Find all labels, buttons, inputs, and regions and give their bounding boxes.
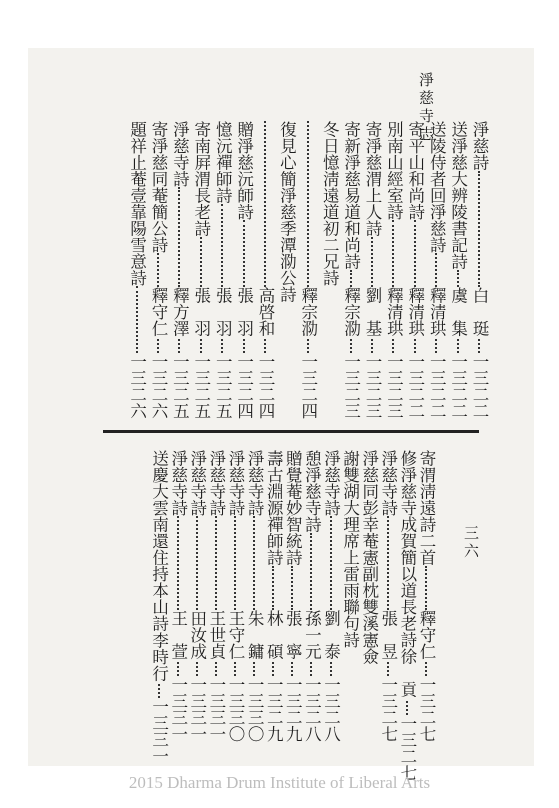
leader-dots [178, 187, 180, 287]
entry-page: 一三三〇 [226, 676, 245, 742]
entry-page: 一三二八 [302, 676, 322, 742]
entry-page: 一三二二 [405, 353, 425, 419]
leader-dots [414, 220, 416, 287]
leader-dots [425, 566, 427, 610]
entry-author: 釋守仁 [417, 609, 436, 659]
toc-entry [283, 450, 301, 742]
entry-author: 高啓和 [256, 286, 275, 336]
leader-dots [291, 662, 293, 676]
leader-dots [330, 516, 332, 610]
entry-author: 釋清珙 [427, 286, 447, 336]
entry-page: 一三三一 [187, 676, 207, 742]
toc-entry [192, 121, 210, 419]
entry-title: 淨慈寺詩 [321, 450, 341, 516]
toc-entry [341, 450, 359, 742]
entry-author: 孫一元 [302, 609, 322, 659]
leader-dots [196, 516, 198, 610]
entry-page: 一三二三 [384, 353, 404, 419]
toc-entry [449, 121, 467, 419]
leader-dots [221, 339, 223, 353]
entry-page: 一三二七 [417, 676, 436, 742]
leader-dots [177, 662, 179, 676]
entry-title: 寄新淨慈易道和尚詩 [341, 121, 361, 270]
leader-dots [272, 662, 274, 676]
entry-title: 寄南屛渭長老詩 [191, 121, 211, 237]
toc-entry [427, 121, 445, 419]
entry-title: 淨慈寺詩 [168, 450, 188, 516]
entry-author: 釋清珙 [405, 286, 425, 336]
leader-dots [221, 204, 223, 287]
entry-title: 送慶大雲南還住持本山詩 [149, 450, 169, 632]
entry-page: 一三二二 [470, 353, 489, 419]
toc-bottom-entries [62, 450, 494, 781]
toc-entry [322, 450, 340, 742]
leader-dots [435, 339, 437, 353]
entry-page: 一三三一 [206, 676, 226, 742]
toc-entry [277, 121, 295, 419]
entry-title: 淨慈同彭幸菴憲副枕雙溪憲僉 [359, 450, 379, 665]
leader-dots [310, 533, 312, 610]
toc-entry [128, 121, 146, 419]
toc-entry [235, 121, 253, 419]
entry-title: 送陵侍者回淨慈詩 [427, 121, 447, 253]
entry-title: 憩淨慈寺詩 [302, 450, 322, 533]
leader-dots [178, 339, 180, 353]
entry-page: 一三二九 [264, 676, 284, 742]
entry-title: 淨慈寺詩 [170, 121, 190, 187]
entry-author: 釋守仁 [149, 286, 168, 336]
toc-bottom-section [62, 450, 494, 781]
leader-dots [414, 339, 416, 353]
entry-title: 題祥止菴壹靠陽雪意詩 [127, 121, 147, 286]
entry-title: 壽古淵源禪師詩 [264, 450, 284, 566]
entry-author: 田汝成 [187, 609, 207, 659]
toc-entry [470, 121, 488, 419]
entry-page: 一三二七 [378, 676, 398, 742]
entry-page: 一三二二 [427, 353, 447, 419]
entry-title: 謝雙湖大理席上雷雨聯句詩 [340, 450, 360, 648]
entry-author: 虞 集 [448, 286, 468, 336]
toc-entry [207, 450, 225, 742]
leader-dots [157, 339, 159, 353]
entry-title: 淨慈寺詩 [206, 450, 226, 516]
leader-dots [371, 237, 373, 287]
entry-title: 淨慈寺詩 [378, 450, 398, 516]
entry-page: 一三二三 [341, 353, 361, 419]
leader-dots [158, 684, 160, 698]
leader-dots [200, 339, 202, 353]
entry-title: 復見心簡淨慈季潭泐公詩 [277, 121, 297, 303]
entry-author: 釋宗泐 [341, 286, 361, 336]
leader-dots [371, 339, 373, 353]
entry-page: 一三二五 [213, 353, 233, 419]
toc-entry [299, 121, 317, 419]
entry-author: 張 寧 [283, 609, 303, 659]
leader-dots [264, 121, 266, 287]
entry-page: 一三二四 [298, 353, 318, 419]
leader-dots [478, 171, 480, 287]
toc-entry [245, 450, 263, 742]
entry-page: 一三二八 [321, 676, 341, 742]
entry-author: 王世貞 [206, 609, 226, 659]
leader-dots [307, 339, 309, 353]
leader-dots [136, 286, 138, 353]
leader-dots [387, 516, 389, 610]
entry-author: 李時行 [149, 631, 169, 681]
leader-dots [392, 339, 394, 353]
toc-entry [397, 450, 417, 781]
entry-page: 一三二六 [127, 353, 147, 419]
watermark-footer: 2015 Dharma Drum Institute of Liberal Arts [128, 773, 431, 792]
toc-entry [363, 121, 381, 419]
toc-entry [406, 121, 424, 419]
leader-dots [425, 662, 427, 676]
toc-entry [384, 121, 402, 419]
entry-page: 一三二四 [256, 353, 275, 419]
leader-dots [215, 516, 217, 610]
entry-author: 朱 鏞 [245, 609, 265, 659]
leader-dots [243, 220, 245, 287]
leader-dots [215, 662, 217, 676]
leader-dots [234, 516, 236, 610]
toc-entry [170, 121, 188, 419]
entry-page: 一三三一 [168, 676, 188, 742]
entry-author: 林 碩 [264, 609, 284, 659]
leader-dots [310, 662, 312, 676]
toc-entry [149, 121, 167, 419]
entry-title: 寄淨慈同菴簡公詩 [149, 121, 168, 253]
leader-dots [196, 662, 198, 676]
leader-dots [200, 237, 202, 287]
leader-dots [291, 566, 293, 610]
entry-author: 釋方澤 [170, 286, 190, 336]
entry-title: 別南山經室詩 [384, 121, 404, 220]
toc-entry [169, 450, 187, 742]
entry-page: 一三二九 [283, 676, 303, 742]
entry-title: 冬日憶淸遠道初二兄詩 [320, 121, 340, 286]
leader-dots [264, 339, 266, 353]
entry-author: 釋宗泐 [298, 286, 318, 336]
running-header-title: 淨慈寺志 [417, 72, 435, 144]
leader-dots [243, 339, 245, 353]
page-number: 三六 [462, 525, 480, 561]
entry-page: 一三二二 [448, 353, 468, 419]
entry-title: 送淨慈大辨陵書記詩 [448, 121, 468, 270]
entry-title: 淨慈寺詩 [187, 450, 207, 516]
entry-title: 淨慈寺詩 [226, 450, 245, 516]
entry-title: 寄淨慈渭上人詩 [363, 121, 382, 237]
toc-entry [379, 450, 397, 742]
toc-entry [149, 450, 169, 764]
leader-dots [457, 270, 459, 287]
entry-author: 白 珽 [470, 286, 489, 336]
entry-author: 王守仁 [226, 609, 245, 659]
entry-title: 贈覺菴妙智統詩 [283, 450, 303, 566]
entry-page: 一三二六 [149, 353, 168, 419]
leader-dots [234, 662, 236, 676]
toc-top-entries [62, 121, 494, 419]
leader-dots [435, 253, 437, 287]
toc-entry [320, 121, 338, 419]
leader-dots [307, 121, 309, 287]
toc-entry [256, 121, 274, 419]
leader-dots [253, 662, 255, 676]
toc-entry [342, 121, 360, 419]
toc-entry [213, 121, 231, 419]
leader-dots [478, 339, 480, 353]
leader-dots [272, 566, 274, 610]
entry-author: 張 羽 [234, 286, 254, 336]
entry-author: 張 羽 [191, 286, 211, 336]
toc-entry [417, 450, 435, 742]
entry-page: 一三二五 [170, 353, 190, 419]
leader-dots [330, 662, 332, 676]
leader-dots [253, 516, 255, 610]
entry-page: 一三二三 [363, 353, 382, 419]
leader-dots [350, 270, 352, 287]
entry-author: 張 羽 [213, 286, 233, 336]
leader-dots [406, 701, 408, 715]
entry-page: 一三三〇 [245, 676, 265, 742]
entry-author: 王 萱 [168, 609, 188, 659]
entry-author: 劉 泰 [321, 609, 341, 659]
entry-title: 淨慈詩 [470, 121, 489, 171]
entry-author: 劉 基 [363, 286, 382, 336]
toc-top-section [62, 121, 494, 419]
leader-dots [387, 662, 389, 676]
leader-dots [392, 220, 394, 287]
entry-author: 徐 貢 [397, 648, 417, 698]
entry-title: 淨慈寺詩 [245, 450, 265, 516]
entry-page: 一三二四 [234, 353, 254, 419]
toc-entry [188, 450, 206, 742]
entry-page: 一三二五 [191, 353, 211, 419]
entry-author: 釋清珙 [384, 286, 404, 336]
leader-dots [457, 339, 459, 353]
toc-entry [360, 450, 378, 742]
leader-dots [350, 339, 352, 353]
leader-dots [177, 516, 179, 610]
entry-title: 修淨慈寺成賀簡以道長老詩 [397, 450, 417, 648]
entry-page: 一三二七 [397, 714, 417, 781]
toc-entry [226, 450, 244, 742]
entry-title: 贈淨慈沅師詩 [234, 121, 254, 220]
entry-author: 張 昱 [378, 609, 398, 659]
toc-entry [264, 450, 282, 742]
section-divider [103, 430, 479, 433]
entry-title: 寄渭淸遠詩二首 [417, 450, 436, 566]
entry-page: 一三三一 [149, 698, 169, 764]
entry-title: 寄平山和尚詩 [405, 121, 425, 220]
entry-title: 憶沅禪師詩 [213, 121, 233, 204]
toc-entry [302, 450, 320, 742]
leader-dots [157, 253, 159, 287]
